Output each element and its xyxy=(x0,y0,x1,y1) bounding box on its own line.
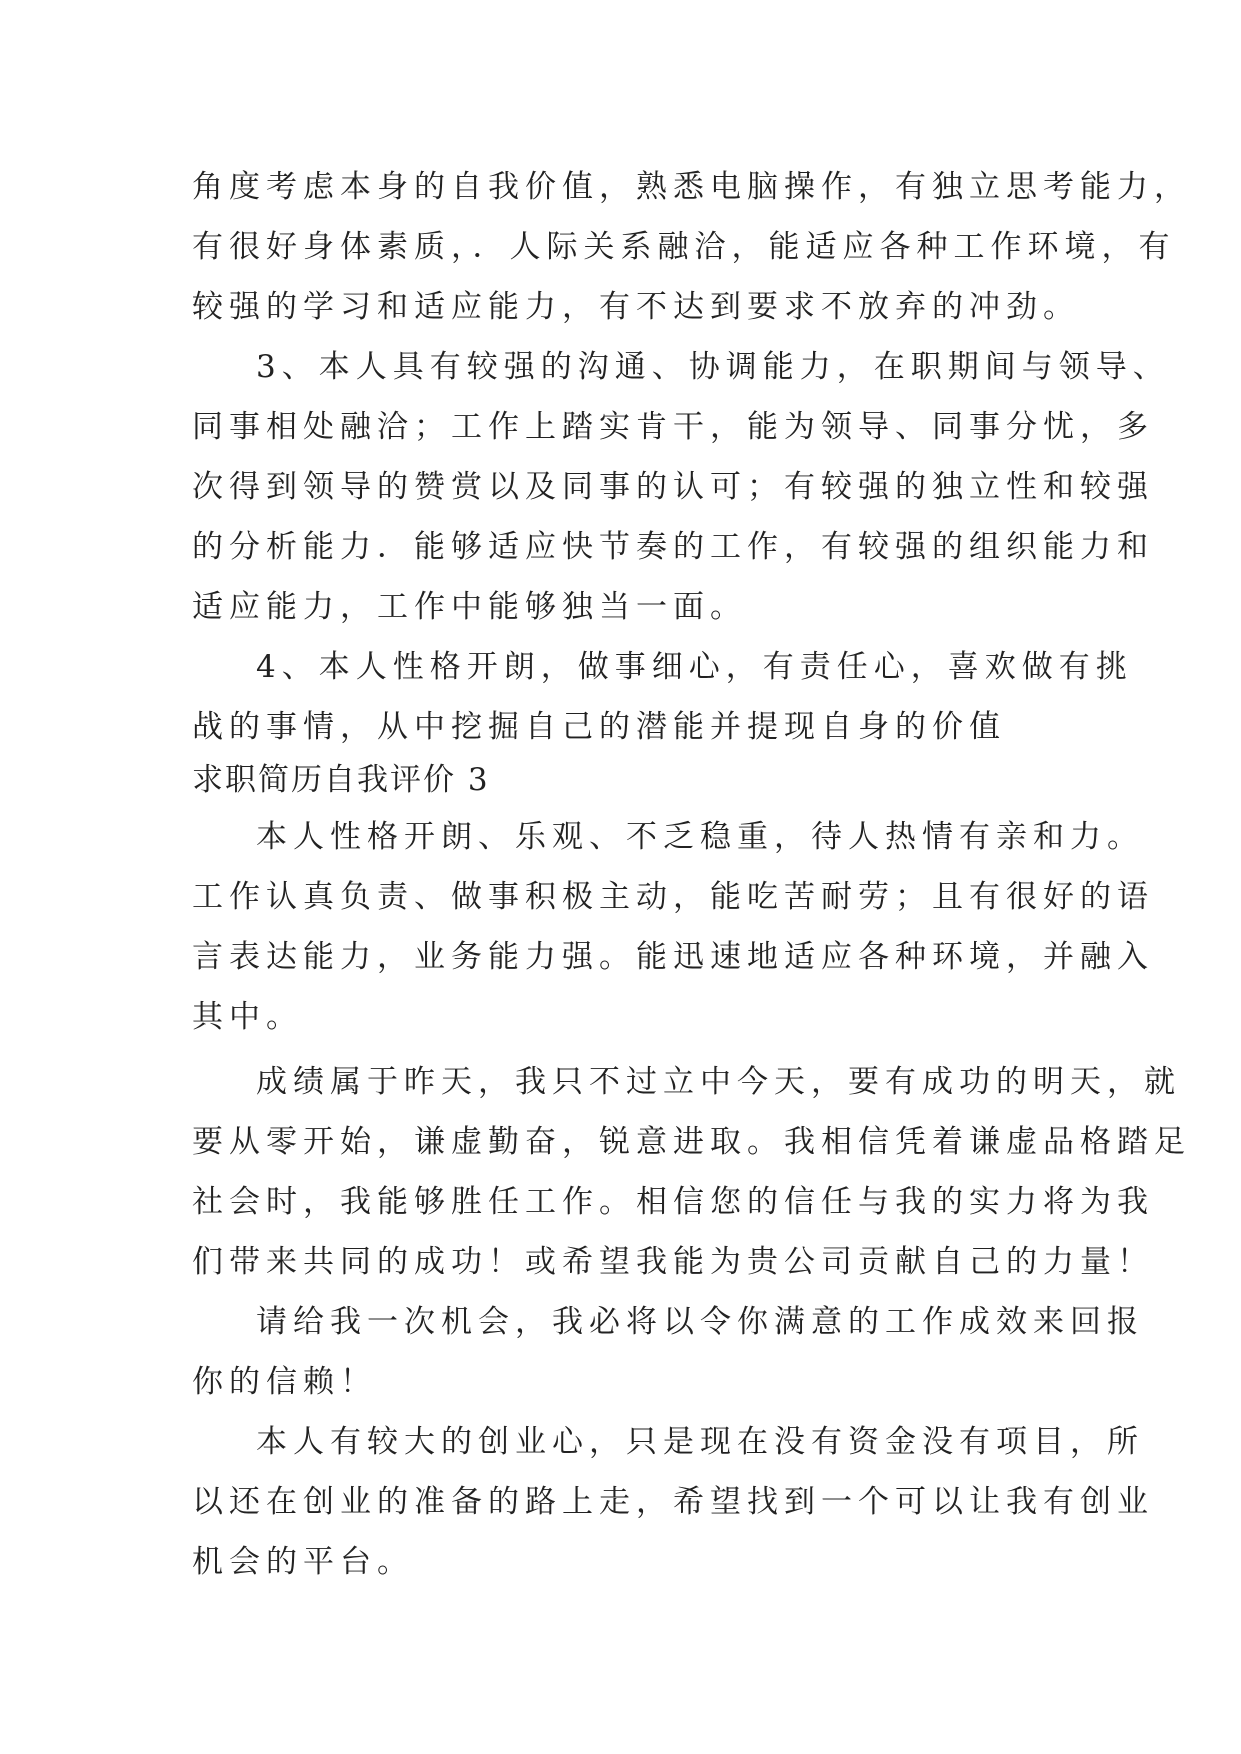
paragraph-start-line: 本人性格开朗、乐观、不乏稳重，待人热情有亲和力。 xyxy=(256,819,1144,855)
text-line: 适应能力，工作中能够独当一面。 xyxy=(192,589,747,625)
text-line: 同事相处融洽；工作上踏实肯干，能为领导、同事分忧，多 xyxy=(192,409,1154,445)
text-line: 们带来共同的成功！或希望我能为贵公司贡献自己的力量！ xyxy=(192,1244,1154,1280)
text-line: 其中。 xyxy=(192,999,303,1035)
paragraph-start-line: 请给我一次机会，我必将以令你满意的工作成效来回报 xyxy=(256,1304,1144,1340)
text-line: 要从零开始，谦虚勤奋，锐意进取。我相信凭着谦虚品格踏足 xyxy=(192,1124,1191,1160)
text-line: 次得到领导的赞赏以及同事的认可；有较强的独立性和较强 xyxy=(192,469,1154,505)
paragraph-start-line: 4、本人性格开朗，做事细心，有责任心，喜欢做有挑 xyxy=(256,649,1133,685)
text-line: 战的事情，从中挖掘自己的潜能并提现自身的价值 xyxy=(192,709,1006,745)
text-line: 言表达能力，业务能力强。能迅速地适应各种环境，并融入 xyxy=(192,939,1154,975)
paragraph-start-line: 本人有较大的创业心，只是现在没有资金没有项目，所 xyxy=(256,1424,1144,1460)
text-line: 社会时，我能够胜任工作。相信您的信任与我的实力将为我 xyxy=(192,1184,1154,1220)
section-heading: 求职简历自我评价 3 xyxy=(192,762,490,798)
text-line: 角度考虑本身的自我价值，熟悉电脑操作，有独立思考能力， xyxy=(192,169,1191,205)
paragraph-start-line: 成绩属于昨天，我只不过立中今天，要有成功的明天，就 xyxy=(256,1064,1181,1100)
paragraph-start-line: 3、本人具有较强的沟通、协调能力，在职期间与领导、 xyxy=(256,349,1170,385)
text-line: 的分析能力．能够适应快节奏的工作，有较强的组织能力和 xyxy=(192,529,1154,565)
text-line: 工作认真负责、做事积极主动，能吃苦耐劳；且有很好的语 xyxy=(192,879,1154,915)
text-line: 机会的平台。 xyxy=(192,1544,414,1580)
text-line: 有很好身体素质，．人际关系融洽，能适应各种工作环境，有 xyxy=(192,229,1176,265)
text-line: 较强的学习和适应能力，有不达到要求不放弃的冲劲。 xyxy=(192,289,1080,325)
text-line: 你的信赖！ xyxy=(192,1364,377,1400)
text-line: 以还在创业的准备的路上走，希望找到一个可以让我有创业 xyxy=(192,1484,1154,1520)
